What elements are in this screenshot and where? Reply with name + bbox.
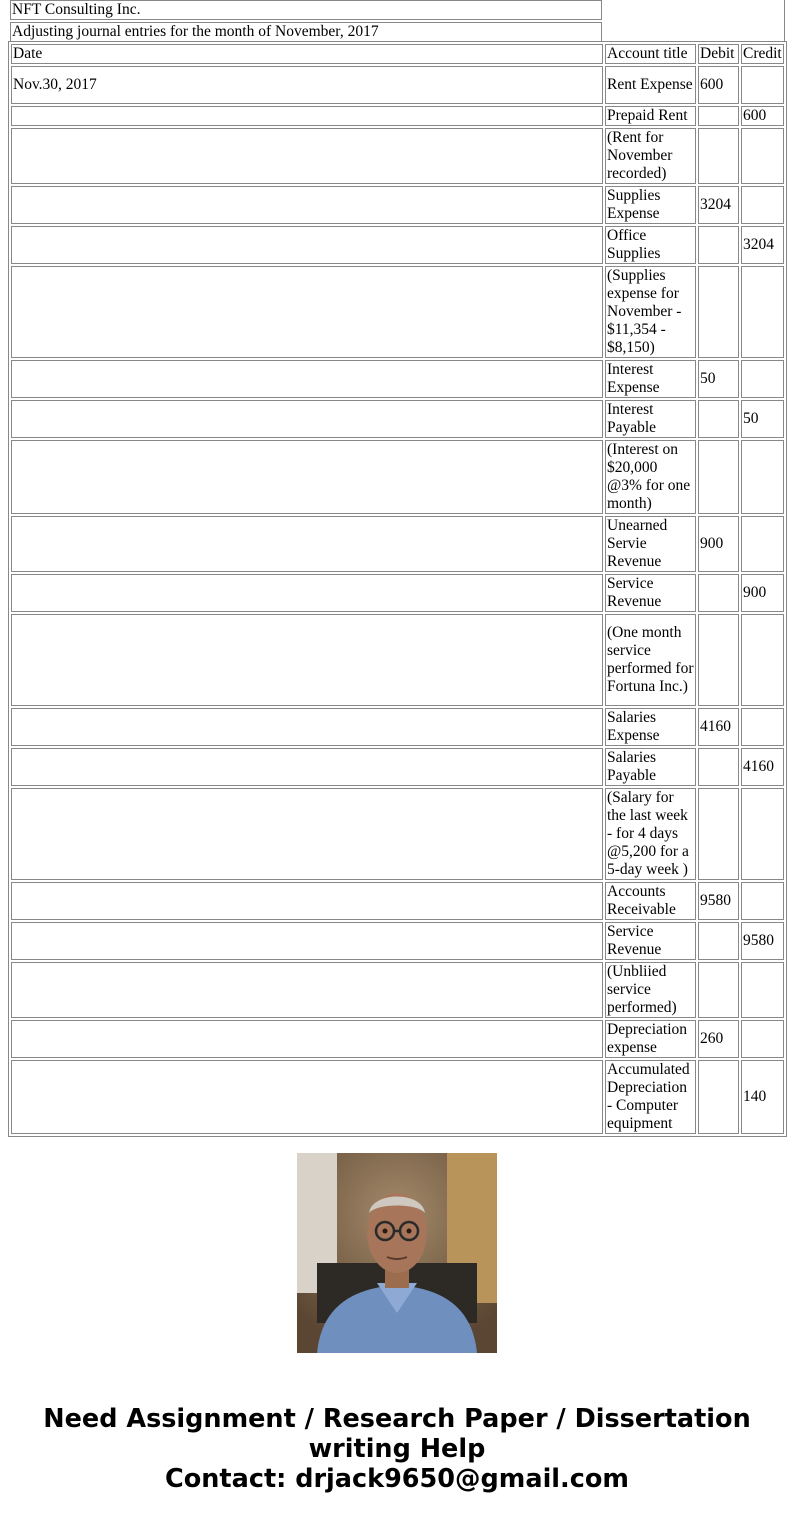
account-cell: Rent Expense xyxy=(605,66,696,104)
credit-cell xyxy=(741,66,784,104)
account-cell: Accumulated Depreciation - Computer equipment xyxy=(605,1060,696,1134)
account-cell: (Salary for the last week - for 4 days @5,200 for a 5-day week ) xyxy=(605,788,696,880)
credit-cell: 9580 xyxy=(741,922,784,960)
debit-cell xyxy=(698,226,739,264)
journal-row xyxy=(11,106,784,126)
date-cell xyxy=(11,574,603,612)
debit-cell xyxy=(698,962,739,1018)
debit-cell xyxy=(698,788,739,880)
journal-row xyxy=(11,574,784,612)
account-cell: (Interest on $20,000 @3% for one month) xyxy=(605,440,696,514)
date-cell xyxy=(11,186,603,224)
account-cell: (Rent for November recorded) xyxy=(605,128,696,184)
account-cell: Office Supplies xyxy=(605,226,696,264)
account-cell: (Unbliied service performed) xyxy=(605,962,696,1018)
credit-cell: 600 xyxy=(741,106,784,126)
date-cell xyxy=(11,708,603,746)
journal-row xyxy=(11,128,784,184)
credit-cell: 900 xyxy=(741,574,784,612)
date-cell: Nov.30, 2017 xyxy=(11,66,603,104)
date-cell xyxy=(11,1020,603,1058)
debit-cell xyxy=(698,266,739,358)
journal-row xyxy=(11,1020,784,1058)
credit-cell xyxy=(741,962,784,1018)
date-cell xyxy=(11,614,603,706)
journal-row xyxy=(11,266,784,358)
journal-row xyxy=(11,708,784,746)
journal-row xyxy=(11,922,784,960)
date-cell xyxy=(11,266,603,358)
debit-cell xyxy=(698,128,739,184)
account-cell: Prepaid Rent xyxy=(605,106,696,126)
journal-row xyxy=(11,788,784,880)
account-cell: Supplies Expense xyxy=(605,186,696,224)
promo-line-2: writing Help xyxy=(308,1434,486,1464)
date-cell xyxy=(11,106,603,126)
credit-cell: 4160 xyxy=(741,748,784,786)
debit-cell xyxy=(698,922,739,960)
header-date: Date xyxy=(11,44,603,64)
debit-cell: 9580 xyxy=(698,882,739,920)
document-subtitle: Adjusting journal entries for the month of November, 2017 xyxy=(10,22,602,42)
credit-cell xyxy=(741,440,784,514)
journal-row xyxy=(11,400,784,438)
credit-cell: 140 xyxy=(741,1060,784,1134)
date-cell xyxy=(11,516,603,572)
company-name: NFT Consulting Inc. xyxy=(10,0,602,20)
account-cell: Interest Payable xyxy=(605,400,696,438)
credit-cell xyxy=(741,128,784,184)
date-cell xyxy=(11,962,603,1018)
debit-cell xyxy=(698,748,739,786)
account-cell: Unearned Servie Revenue xyxy=(605,516,696,572)
date-cell xyxy=(11,748,603,786)
debit-cell xyxy=(698,440,739,514)
journal-row xyxy=(11,1060,784,1134)
journal-row xyxy=(11,962,784,1018)
date-cell xyxy=(11,1060,603,1134)
promo-line-1: Need Assignment / Research Paper / Dissertation xyxy=(43,1404,751,1434)
date-cell xyxy=(11,226,603,264)
journal-row xyxy=(11,614,784,706)
header-frame xyxy=(603,0,785,42)
journal-row xyxy=(11,748,784,786)
credit-cell xyxy=(741,708,784,746)
journal-row xyxy=(11,66,784,104)
debit-cell: 3204 xyxy=(698,186,739,224)
credit-cell xyxy=(741,186,784,224)
debit-cell xyxy=(698,1060,739,1134)
document-header xyxy=(8,0,604,44)
account-cell: (Supplies expense for November - $11,354 - $8,150) xyxy=(605,266,696,358)
debit-cell: 900 xyxy=(698,516,739,572)
journal-row xyxy=(11,226,784,264)
date-cell xyxy=(11,400,603,438)
debit-cell: 50 xyxy=(698,360,739,398)
account-cell: (One month service performed for Fortuna Inc.) xyxy=(605,614,696,706)
credit-cell: 3204 xyxy=(741,226,784,264)
journal-row xyxy=(11,186,784,224)
date-cell xyxy=(11,440,603,514)
credit-cell xyxy=(741,788,784,880)
account-cell: Service Revenue xyxy=(605,574,696,612)
journal-row xyxy=(11,440,784,514)
journal-row xyxy=(11,882,784,920)
header-credit: Credit xyxy=(741,44,784,64)
account-cell: Depreciation expense xyxy=(605,1020,696,1058)
header-debit: Debit xyxy=(698,44,739,64)
journal-row xyxy=(11,360,784,398)
promo-banner xyxy=(0,1404,794,1494)
account-cell: Accounts Receivable xyxy=(605,882,696,920)
debit-cell: 600 xyxy=(698,66,739,104)
date-cell xyxy=(11,128,603,184)
credit-cell xyxy=(741,360,784,398)
debit-cell xyxy=(698,614,739,706)
account-cell: Service Revenue xyxy=(605,922,696,960)
journal-row xyxy=(11,516,784,572)
credit-cell xyxy=(741,882,784,920)
journal-body xyxy=(11,66,784,1134)
account-cell: Salaries Payable xyxy=(605,748,696,786)
credit-cell xyxy=(741,266,784,358)
credit-cell: 50 xyxy=(741,400,784,438)
author-avatar xyxy=(297,1153,497,1353)
date-cell xyxy=(11,922,603,960)
debit-cell xyxy=(698,400,739,438)
account-cell: Interest Expense xyxy=(605,360,696,398)
journal-header-row xyxy=(11,44,784,64)
account-cell: Salaries Expense xyxy=(605,708,696,746)
credit-cell xyxy=(741,614,784,706)
debit-cell xyxy=(698,574,739,612)
date-cell xyxy=(11,360,603,398)
debit-cell: 4160 xyxy=(698,708,739,746)
header-account: Account title xyxy=(605,44,696,64)
date-cell xyxy=(11,882,603,920)
date-cell xyxy=(11,788,603,880)
promo-contact: Contact: drjack9650@gmail.com xyxy=(165,1464,629,1494)
debit-cell: 260 xyxy=(698,1020,739,1058)
credit-cell xyxy=(741,1020,784,1058)
debit-cell xyxy=(698,106,739,126)
journal-table xyxy=(8,41,787,1137)
credit-cell xyxy=(741,516,784,572)
